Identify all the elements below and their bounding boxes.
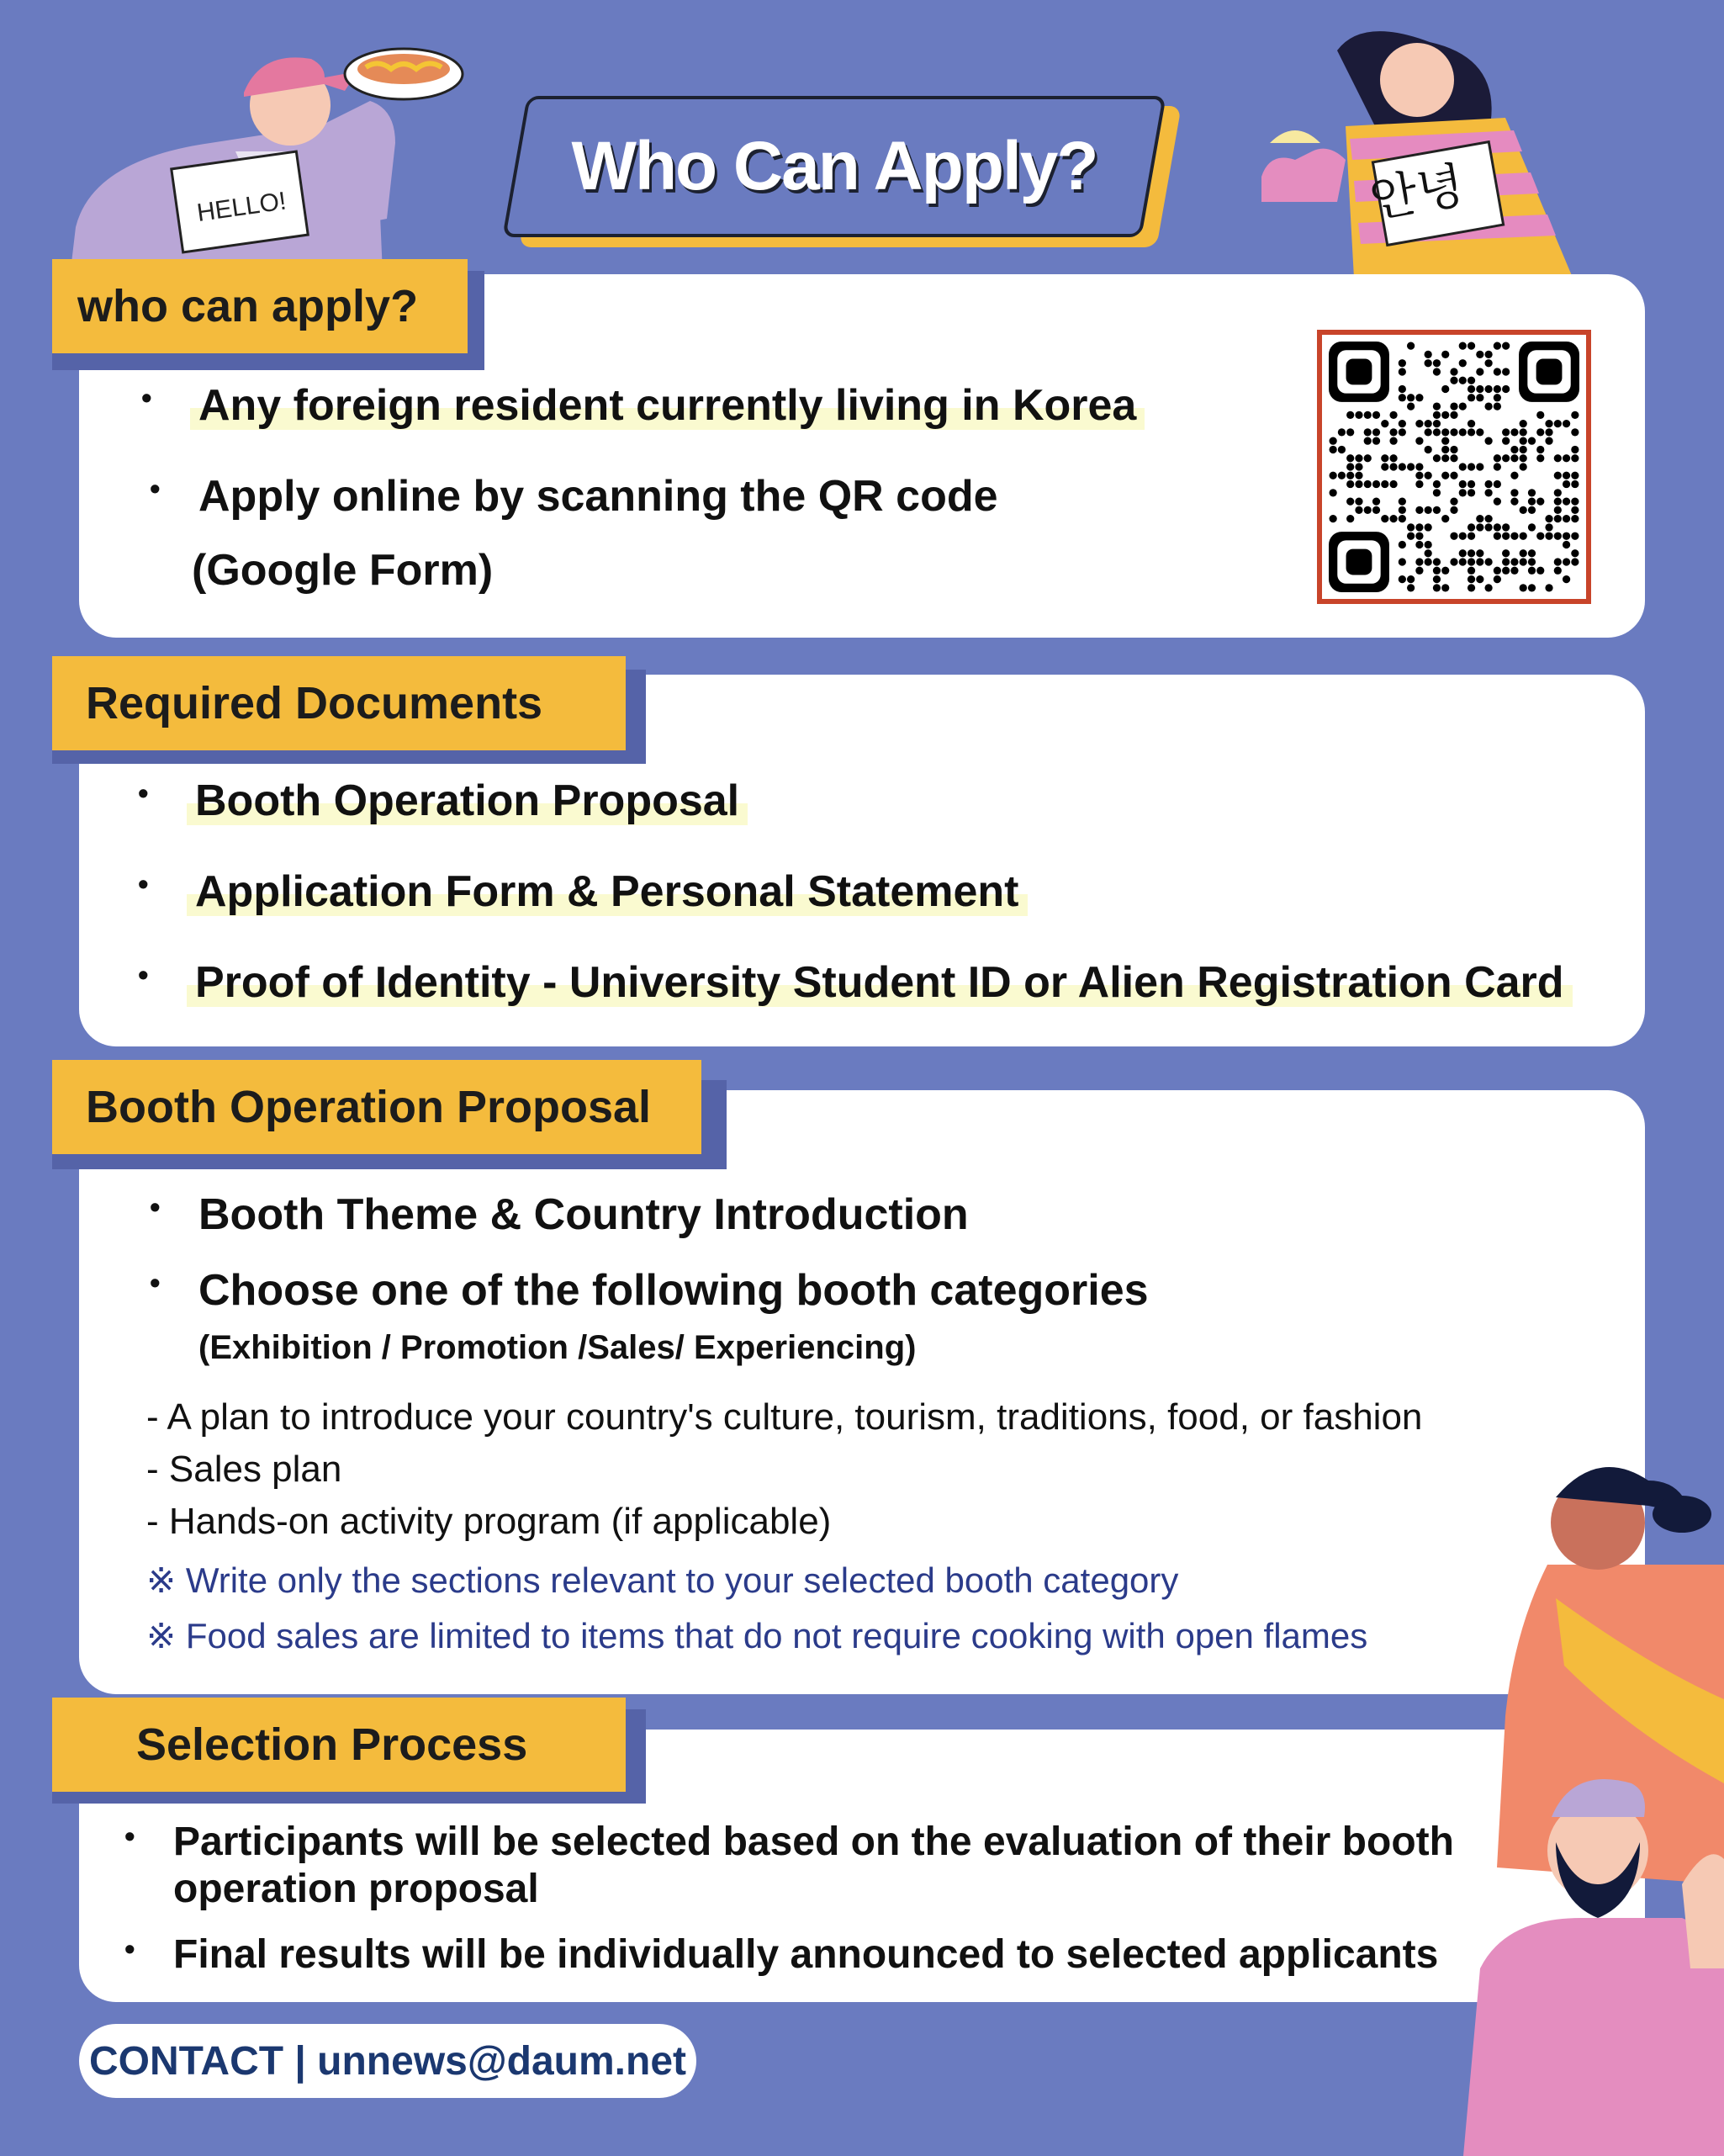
note-food-sales: ※ Food sales are limited to items that do not require cooking with open flames [146,1616,1368,1655]
qr-code[interactable] [1329,342,1579,592]
hello-sign-text: HELLO! [195,187,288,228]
selection-process-heading: Selection Process [52,1698,626,1792]
plan-hands-on: - Hands-on activity program (if applicable) [146,1501,832,1542]
who-can-apply-heading: who can apply? [52,259,468,353]
page-title: Who Can Apply? [571,128,1097,204]
plan-sales: - Sales plan [146,1449,342,1490]
annyeong-sign-text: 안녕 [1365,156,1468,230]
note-relevant-sections: ※ Write only the sections relevant to your selected booth category [146,1560,1179,1600]
selection-item-evaluation-cont: operation proposal [173,1867,539,1911]
selection-item-evaluation: • Participants will be selected based on the evaluation of their booth [173,1819,1454,1865]
people-illustration [1430,1447,1724,2156]
doc-item-proof-identity: • Proof of Identity - University Student ID or Alien Registration Card [187,957,1573,1008]
booth-proposal-heading: Booth Operation Proposal [52,1060,701,1154]
proposal-item-theme: • Booth Theme & Country Introduction [198,1189,969,1240]
doc-item-application-form: • Application Form & Personal Statement [187,866,1028,917]
plan-culture: - A plan to introduce your country's culture, tourism, traditions, food, or fashion [146,1396,1423,1438]
selection-item-results: • Final results will be individually announced to selected applicants [173,1931,1438,1978]
proposal-category-list: (Exhibition / Promotion /Sales/ Experiencing) [198,1329,917,1366]
booth-proposal-card [79,1090,1645,1694]
who-item-google-form: (Google Form) [192,546,494,595]
proposal-item-categories: • Choose one of the following booth categories [198,1265,1149,1316]
who-item-apply-online: • Apply online by scanning the QR code [198,471,998,522]
doc-item-booth-proposal: • Booth Operation Proposal [187,776,748,826]
contact-info[interactable]: CONTACT | unnews@daum.net [79,2024,696,2098]
who-item-foreign-resident: • Any foreign resident currently living in Korea [190,380,1145,431]
required-documents-heading: Required Documents [52,656,626,750]
